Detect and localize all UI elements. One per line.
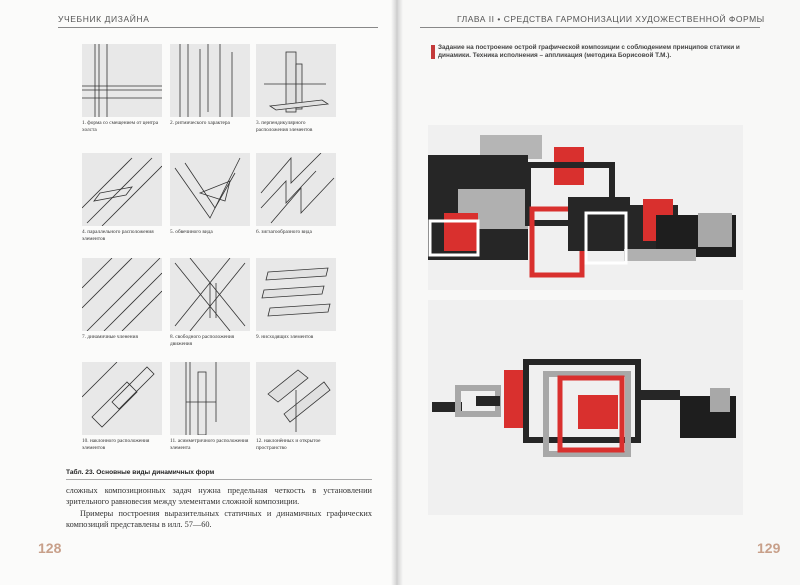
header-rule-left [58, 27, 378, 28]
figure-cell-6 [256, 153, 336, 236]
figure-caption-4: 4. параллельного расположения элементов [82, 229, 154, 242]
left-page [0, 0, 397, 585]
figure-caption-3: 3. перпендикулярного расположения элементов [256, 120, 313, 133]
body-paragraph-2: Примеры построения выразительных статичных и динамичных графических композиций представлены в илл. 57—60. [66, 509, 372, 529]
figure-caption-10: 10. наклонного расположения элементов [82, 438, 150, 451]
applique-composition-2 [428, 300, 743, 515]
composition-diagram-10 [82, 362, 162, 435]
figure-caption-6: 6. зигзагообразного вида [256, 229, 312, 235]
body-text [66, 486, 372, 532]
composition-diagram-5 [170, 153, 250, 226]
figure-caption-1: 1. форма со смещением от центра холста [82, 120, 159, 133]
page-number-right: 129 [757, 540, 781, 556]
figure-cell-10 [82, 362, 162, 451]
body-paragraph-1: сложных композиционных задач нужна предельная четкость в установлении зрительного равновесия между элементами сложной композиции. [66, 486, 372, 506]
figure-caption-12: 12. наклонённых и открытое пространство [256, 438, 321, 451]
task-description: Задание на построение острой графической композиции с соблюдением принципов статики и динамики. Техника исполнения – аппликация (методика Борисовой Т.М.). [438, 44, 740, 60]
figure-cell-11 [170, 362, 250, 451]
composition-diagram-3 [256, 44, 336, 117]
book-gutter [391, 0, 403, 585]
figure-cell-9 [256, 258, 336, 341]
running-head-left: УЧЕБНИК ДИЗАЙНА [58, 14, 150, 24]
applique-composition-1 [428, 125, 743, 290]
header-rule-right [420, 27, 760, 28]
composition-diagram-12 [256, 362, 336, 435]
figure-caption-2: 2. ритмического характера [170, 120, 230, 126]
composition-diagram-2 [170, 44, 250, 117]
composition-diagram-9 [256, 258, 336, 331]
figure-caption-8: 8. свободного расположения движения [170, 334, 235, 347]
page-number-left: 128 [38, 540, 62, 556]
figure-cell-4 [82, 153, 162, 242]
task-accent-mark [431, 45, 435, 59]
table-caption: Табл. 23. Основные виды динамичных форм [66, 469, 215, 476]
figure-cell-5 [170, 153, 250, 236]
composition-diagram-8 [170, 258, 250, 331]
figure-caption-5: 5. обвечиного вида [170, 229, 213, 235]
figure-cell-12 [256, 362, 336, 451]
running-head-right: ГЛАВА II • СРЕДСТВА ГАРМОНИЗАЦИИ ХУДОЖЕСТВЕННОЙ ФОРМЫ [457, 14, 765, 24]
figure-cell-2 [170, 44, 250, 127]
composition-diagram-7 [82, 258, 162, 331]
figure-cell-8 [170, 258, 250, 347]
composition-diagram-11 [170, 362, 250, 435]
composition-diagram-1 [82, 44, 162, 117]
figure-caption-7: 7. динамичные членения [82, 334, 138, 340]
composition-diagram-4 [82, 153, 162, 226]
figure-caption-11: 11. асимметричного расположения элемента [170, 438, 249, 451]
caption-rule [66, 479, 372, 480]
composition-diagram-6 [256, 153, 336, 226]
figure-cell-1 [82, 44, 162, 133]
artwork-composition-2 [428, 300, 743, 515]
figure-cell-7 [82, 258, 162, 341]
figure-caption-9: 9. нисходящих элементов [256, 334, 314, 340]
artwork-composition-1 [428, 125, 743, 290]
figure-cell-3 [256, 44, 336, 133]
